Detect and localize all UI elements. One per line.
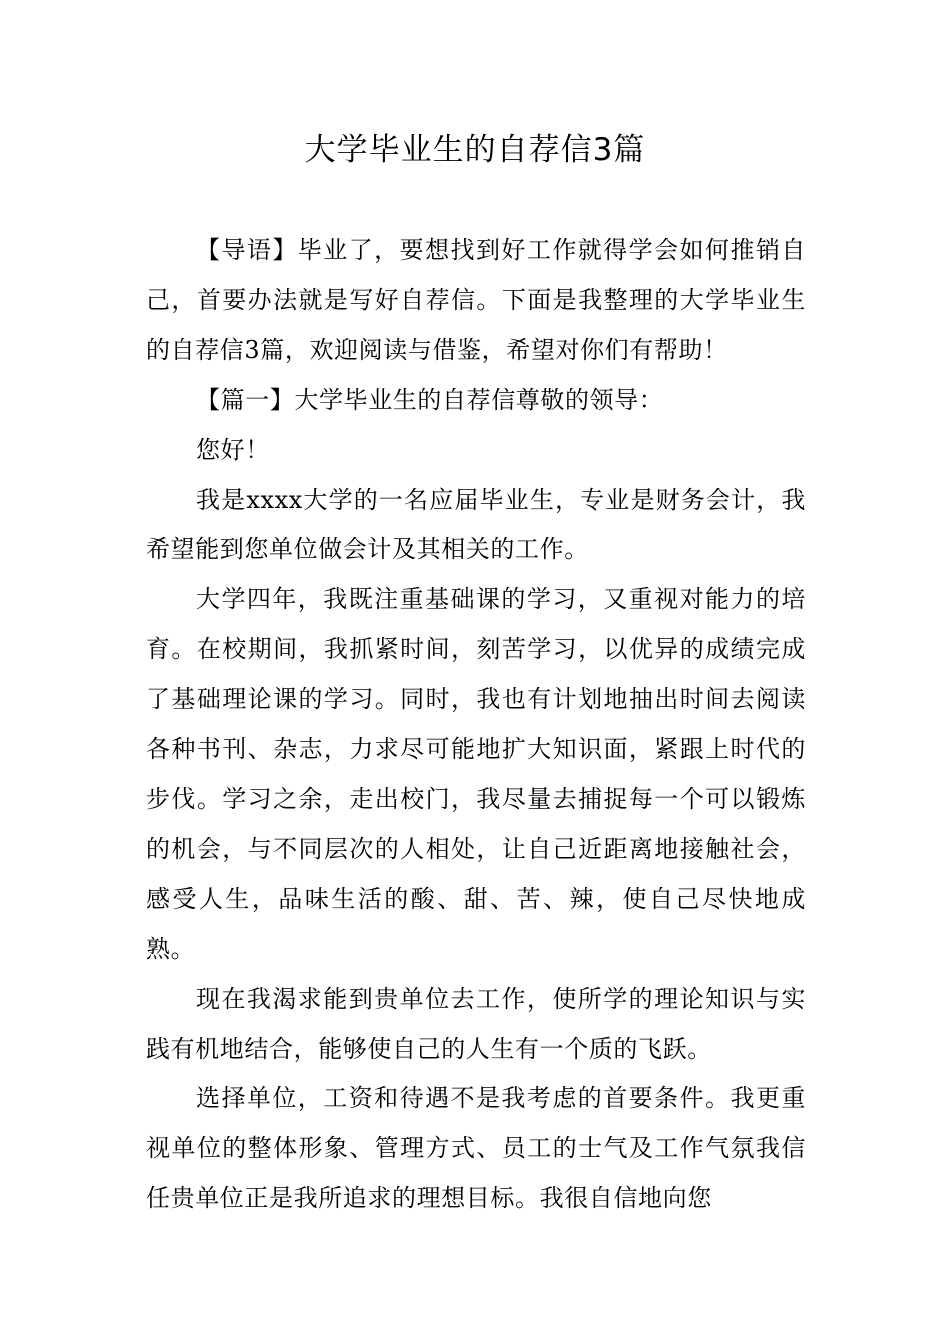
paragraph-study: 大学四年，我既注重基础课的学习，又重视对能力的培育。在校期间，我抓紧时间，刻苦学习，以优异的成绩完成了基础理论课的学习。同时，我也有计划地抽出时间去阅读各种书刊、杂志，力求尽可能地扩大知识面，紧跟上时代的步伐。学习之余，走出校门，我尽量去捕捉每一个可以锻炼的机会，与不同层次的人相处，让自己近距离地接触社会，感受人生，品味生活的酸、甜、苦、辣，使自己尽快地成熟。 [146, 585, 806, 963]
paragraph-self-intro: 我是xxxx大学的一名应届毕业生，专业是财务会计，我希望能到您单位做会计及其相关的工作。 [146, 485, 806, 564]
document-title: 大学毕业生的自荐信3篇 [304, 132, 646, 168]
paragraph-choice: 选择单位，工资和待遇不是我考虑的首要条件。我更重视单位的整体形象、管理方式、员工的士气及工作气氛我信任贵单位正是我所追求的理想目标。我很自信地向您 [146, 1084, 806, 1213]
paragraph-section-heading: 【篇一】大学毕业生的自荐信尊敬的领导： [196, 385, 664, 414]
document-body [146, 226, 806, 1224]
paragraph-desire: 现在我渴求能到贵单位去工作，使所学的理论知识与实践有机地结合，能够使自己的人生有一个质的飞跃。 [146, 984, 806, 1063]
paragraph-intro: 【导语】毕业了，要想找到好工作就得学会如何推销自己，首要办法就是写好自荐信。下面是我整理的大学毕业生的自荐信3篇，欢迎阅读与借鉴，希望对你们有帮助！ [146, 236, 806, 364]
paragraph-greeting: 您好！ [196, 435, 270, 464]
